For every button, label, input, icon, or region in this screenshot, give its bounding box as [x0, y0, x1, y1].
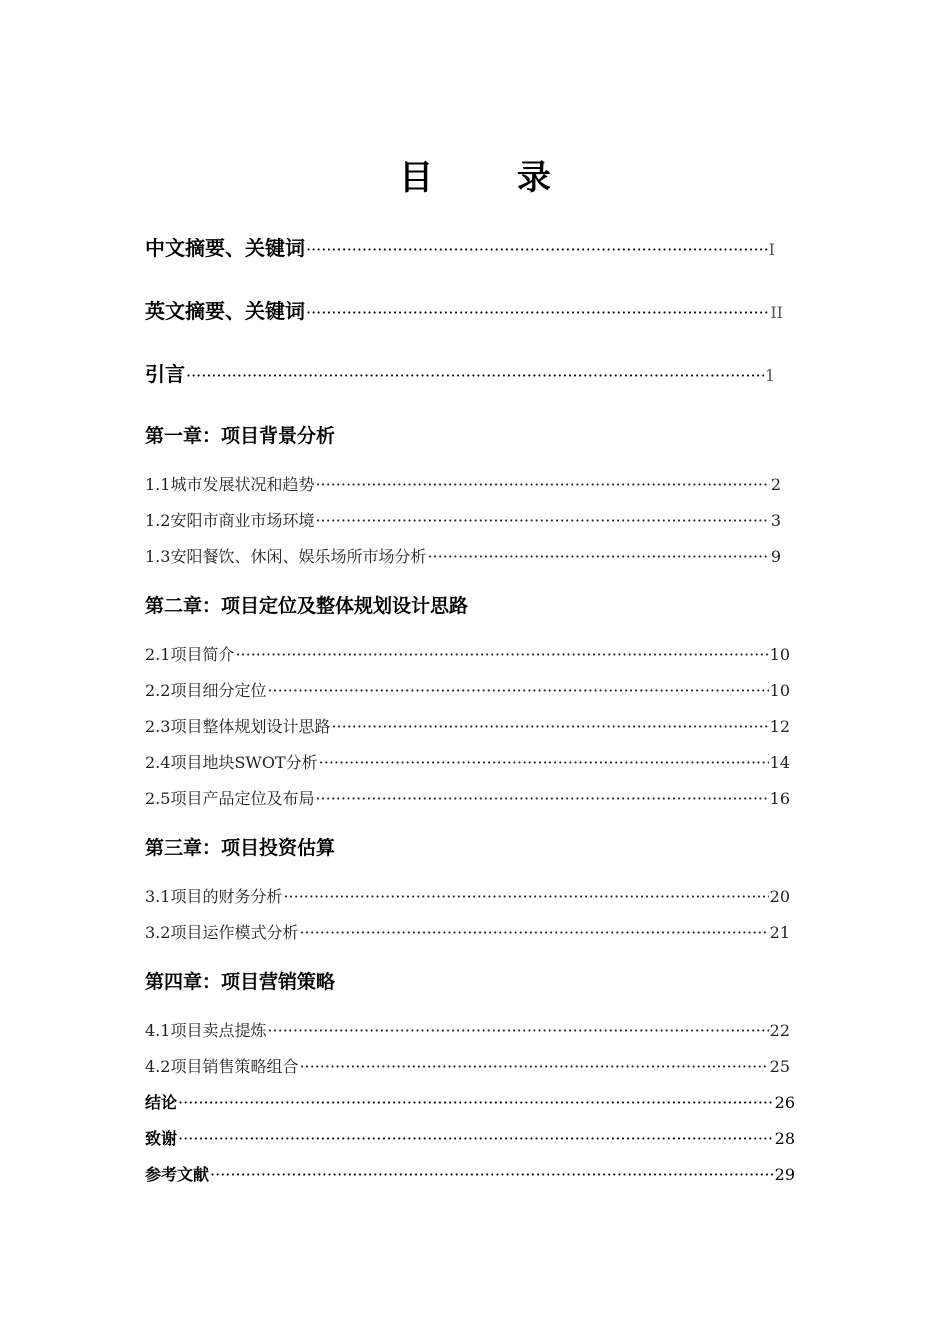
toc-entry-references[interactable]: 参考文献 ····· 29: [145, 1162, 795, 1185]
chapter-title[interactable]: 第三章：项目投资估算: [145, 837, 336, 859]
leader-dots: [306, 240, 768, 259]
leader-dots: [267, 1021, 768, 1040]
toc-entry[interactable]: 2.4项目地块SWOT分析 ····· 14: [145, 750, 790, 773]
toc-entry[interactable]: 1.1城市发展状况和趋势 ····· 2: [145, 472, 781, 495]
leader-dots: [299, 923, 768, 942]
chapter-title[interactable]: 第一章：项目背景分析: [145, 425, 336, 447]
leader-dots: [178, 1093, 774, 1112]
chapter-title[interactable]: 第四章：项目营销策略: [145, 971, 336, 993]
leader-dots: [315, 511, 769, 530]
leader-dots: [299, 1057, 768, 1076]
toc-entry[interactable]: 3.1项目的财务分析 ····· 20: [145, 884, 790, 907]
toc-entry[interactable]: 4.1项目卖点提炼 ····· 22: [145, 1018, 790, 1041]
leader-dots: [331, 717, 768, 736]
toc-entry-chinese-abstract[interactable]: 中文摘要、关键词 ····· I: [145, 232, 775, 261]
leader-dots: [315, 789, 768, 808]
leader-dots: [267, 681, 768, 700]
toc-entry[interactable]: 2.3项目整体规划设计思路 ····· 12: [145, 714, 790, 737]
leader-dots: [210, 1165, 774, 1184]
leader-dots: [427, 547, 769, 566]
toc-entry-introduction[interactable]: 引言 ····· 1: [145, 358, 775, 387]
leader-dots: [306, 303, 769, 322]
chapter-title[interactable]: 第二章：项目定位及整体规划设计思路: [145, 595, 469, 617]
toc-entry-conclusion[interactable]: 结论 ····· 26: [145, 1090, 795, 1113]
leader-dots: [235, 645, 768, 664]
toc-entry[interactable]: 4.2项目销售策略组合 ····· 25: [145, 1054, 790, 1077]
toc-entry-acknowledgements[interactable]: 致谢 ····· 28: [145, 1126, 795, 1149]
toc-entry[interactable]: 1.2安阳市商业市场环境 ····· 3: [145, 508, 781, 531]
toc-entry[interactable]: 2.5项目产品定位及布局 ····· 16: [145, 786, 790, 809]
page-title: 目 录: [399, 158, 587, 198]
leader-dots: [315, 475, 769, 494]
toc-entry[interactable]: 2.1项目简介 ····· 10: [145, 642, 790, 665]
toc-entry[interactable]: 2.2项目细分定位 ····· 10: [145, 678, 790, 701]
leader-dots: [178, 1129, 774, 1148]
leader-dots: [319, 753, 769, 772]
leader-dots: [283, 887, 768, 906]
leader-dots: [186, 366, 764, 385]
toc-entry[interactable]: 1.3安阳餐饮、休闲、娱乐场所市场分析 ····· 9: [145, 544, 781, 567]
toc-entry[interactable]: 3.2项目运作模式分析 ····· 21: [145, 920, 790, 943]
toc-entry-english-abstract[interactable]: 英文摘要、关键词 ····· II: [145, 295, 783, 324]
